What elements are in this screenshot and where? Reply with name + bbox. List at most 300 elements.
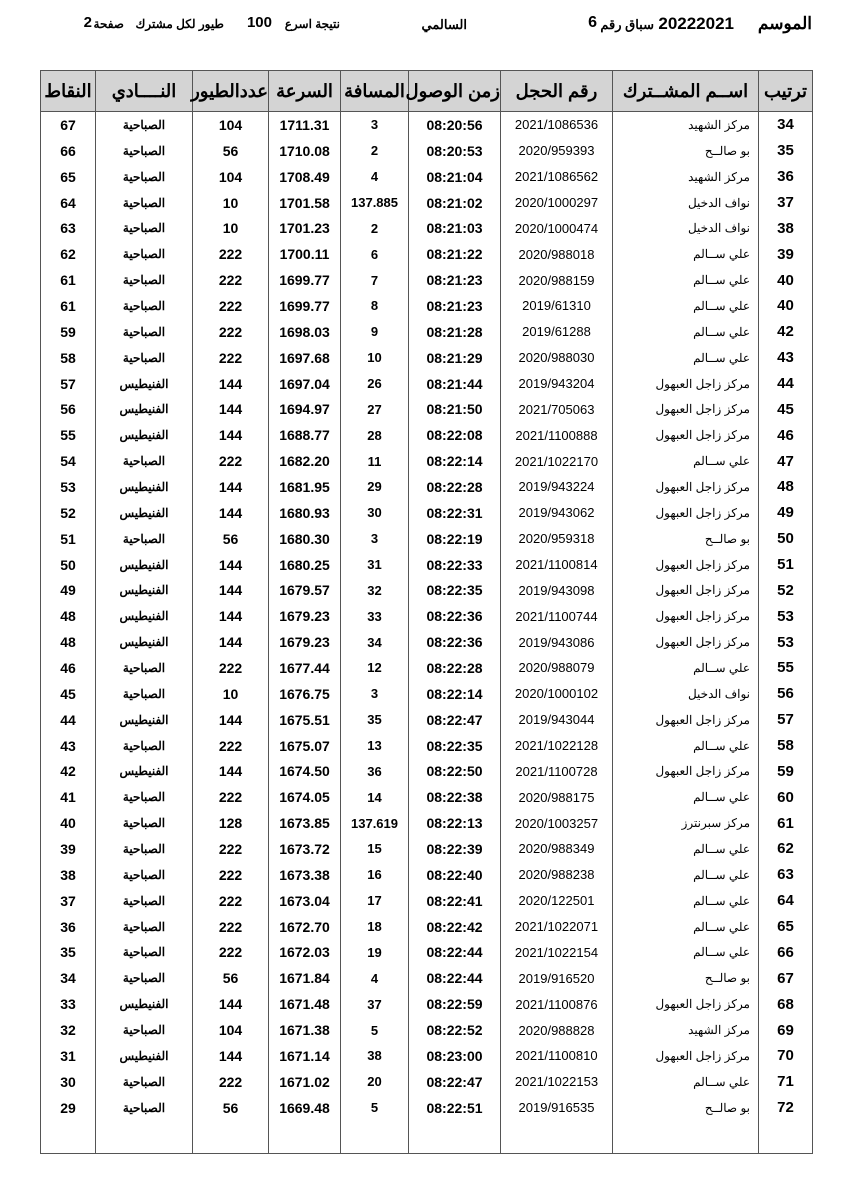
cell-speed: 1699.77 — [269, 267, 341, 293]
table-row — [41, 836, 813, 862]
cell-distance: 34 — [341, 629, 409, 655]
cell-bird-count: 222 — [193, 241, 269, 267]
cell-points: 30 — [41, 1069, 96, 1095]
cell-ring-number: 2020/988030 — [501, 345, 613, 371]
cell-rank: 72 — [759, 1095, 813, 1121]
table-row — [41, 733, 813, 759]
cell-ring-number: 2020/122501 — [501, 888, 613, 914]
table-row — [41, 758, 813, 784]
cell-bird-count: 144 — [193, 603, 269, 629]
cell-bird-count: 10 — [193, 215, 269, 241]
cell-club: الصباحية — [96, 1095, 193, 1121]
cell-speed: 1710.08 — [269, 138, 341, 164]
empty-cell — [501, 1121, 613, 1154]
cell-distance: 3 — [341, 112, 409, 138]
cell-distance: 137.885 — [341, 190, 409, 216]
cell-ring-number: 2021/1100876 — [501, 991, 613, 1017]
cell-arrival-time: 08:22:39 — [409, 836, 501, 862]
table-footer-spacer — [41, 1121, 813, 1154]
empty-cell — [409, 1121, 501, 1154]
cell-member-name: بو صالــح — [613, 965, 759, 991]
cell-distance: 6 — [341, 241, 409, 267]
cell-club: الصباحية — [96, 526, 193, 552]
cell-arrival-time: 08:21:03 — [409, 215, 501, 241]
table-row — [41, 164, 813, 190]
cell-speed: 1701.58 — [269, 190, 341, 216]
cell-rank: 40 — [759, 267, 813, 293]
cell-speed: 1677.44 — [269, 655, 341, 681]
cell-bird-count: 222 — [193, 655, 269, 681]
cell-member-name: علي ســالم — [613, 293, 759, 319]
cell-club: الفنيطيس — [96, 474, 193, 500]
cell-distance: 5 — [341, 1017, 409, 1043]
cell-rank: 37 — [759, 190, 813, 216]
cell-ring-number: 2019/916520 — [501, 965, 613, 991]
cell-speed: 1697.68 — [269, 345, 341, 371]
cell-rank: 39 — [759, 241, 813, 267]
cell-bird-count: 144 — [193, 629, 269, 655]
cell-rank: 62 — [759, 836, 813, 862]
cell-ring-number: 2020/988349 — [501, 836, 613, 862]
cell-distance: 15 — [341, 836, 409, 862]
table-row — [41, 1069, 813, 1095]
report-header — [40, 14, 812, 38]
table-row — [41, 940, 813, 966]
cell-rank: 60 — [759, 784, 813, 810]
cell-arrival-time: 08:21:23 — [409, 293, 501, 319]
cell-distance: 18 — [341, 914, 409, 940]
cell-ring-number: 2019/916535 — [501, 1095, 613, 1121]
table-row — [41, 629, 813, 655]
cell-speed: 1676.75 — [269, 681, 341, 707]
cell-arrival-time: 08:22:47 — [409, 1069, 501, 1095]
cell-rank: 52 — [759, 577, 813, 603]
table-row — [41, 1095, 813, 1121]
cell-club: الفنيطيس — [96, 758, 193, 784]
cell-distance: 2 — [341, 215, 409, 241]
cell-points: 34 — [41, 965, 96, 991]
cell-ring-number: 2021/1022170 — [501, 448, 613, 474]
cell-member-name: مركز زاجل العبهول — [613, 1043, 759, 1069]
cell-club: الفنيطيس — [96, 371, 193, 397]
cell-points: 38 — [41, 862, 96, 888]
cell-distance: 13 — [341, 733, 409, 759]
cell-distance: 3 — [341, 681, 409, 707]
cell-points: 66 — [41, 138, 96, 164]
table-row — [41, 112, 813, 138]
cell-club: الصباحية — [96, 1017, 193, 1043]
cell-ring-number: 2021/1100888 — [501, 422, 613, 448]
cell-arrival-time: 08:22:42 — [409, 914, 501, 940]
cell-rank: 58 — [759, 733, 813, 759]
empty-cell — [96, 1121, 193, 1154]
cell-rank: 38 — [759, 215, 813, 241]
table-row — [41, 500, 813, 526]
cell-member-name: علي ســالم — [613, 888, 759, 914]
column-header-speed: السرعة — [269, 71, 341, 112]
cell-points: 61 — [41, 267, 96, 293]
cell-bird-count: 222 — [193, 836, 269, 862]
cell-club: الصباحية — [96, 138, 193, 164]
cell-rank: 66 — [759, 940, 813, 966]
cell-arrival-time: 08:20:56 — [409, 112, 501, 138]
cell-speed: 1699.77 — [269, 293, 341, 319]
cell-rank: 43 — [759, 345, 813, 371]
cell-speed: 1698.03 — [269, 319, 341, 345]
cell-distance: 26 — [341, 371, 409, 397]
cell-ring-number: 2020/1003257 — [501, 810, 613, 836]
cell-member-name: مركز زاجل العبهول — [613, 371, 759, 397]
cell-member-name: مركز زاجل العبهول — [613, 707, 759, 733]
cell-club: الصباحية — [96, 784, 193, 810]
cell-arrival-time: 08:22:36 — [409, 603, 501, 629]
cell-ring-number: 2021/1100728 — [501, 758, 613, 784]
cell-speed: 1673.04 — [269, 888, 341, 914]
results-table — [40, 70, 813, 1154]
table-row — [41, 448, 813, 474]
cell-arrival-time: 08:21:28 — [409, 319, 501, 345]
cell-member-name: علي ســالم — [613, 862, 759, 888]
cell-points: 39 — [41, 836, 96, 862]
cell-rank: 49 — [759, 500, 813, 526]
cell-club: الفنيطيس — [96, 396, 193, 422]
cell-bird-count: 10 — [193, 190, 269, 216]
cell-distance: 30 — [341, 500, 409, 526]
cell-rank: 47 — [759, 448, 813, 474]
cell-points: 32 — [41, 1017, 96, 1043]
cell-distance: 4 — [341, 965, 409, 991]
cell-ring-number: 2021/1100814 — [501, 552, 613, 578]
cell-rank: 70 — [759, 1043, 813, 1069]
cell-points: 50 — [41, 552, 96, 578]
cell-club: الفنيطيس — [96, 422, 193, 448]
cell-speed: 1688.77 — [269, 422, 341, 448]
cell-distance: 10 — [341, 345, 409, 371]
cell-ring-number: 2021/1022154 — [501, 940, 613, 966]
cell-bird-count: 56 — [193, 965, 269, 991]
cell-rank: 56 — [759, 681, 813, 707]
cell-member-name: مركز سبرنترز — [613, 810, 759, 836]
cell-distance: 9 — [341, 319, 409, 345]
cell-club: الصباحية — [96, 267, 193, 293]
table-row — [41, 138, 813, 164]
cell-club: الفنيطيس — [96, 991, 193, 1017]
cell-rank: 48 — [759, 474, 813, 500]
cell-ring-number: 2020/988018 — [501, 241, 613, 267]
cell-arrival-time: 08:22:41 — [409, 888, 501, 914]
cell-speed: 1675.51 — [269, 707, 341, 733]
cell-points: 64 — [41, 190, 96, 216]
cell-points: 35 — [41, 940, 96, 966]
cell-arrival-time: 08:22:35 — [409, 577, 501, 603]
cell-distance: 2 — [341, 138, 409, 164]
cell-rank: 53 — [759, 629, 813, 655]
cell-speed: 1700.11 — [269, 241, 341, 267]
cell-club: الصباحية — [96, 164, 193, 190]
cell-club: الفنيطيس — [96, 577, 193, 603]
cell-member-name: مركز زاجل العبهول — [613, 422, 759, 448]
cell-bird-count: 222 — [193, 914, 269, 940]
cell-points: 59 — [41, 319, 96, 345]
cell-club: الصباحية — [96, 940, 193, 966]
cell-arrival-time: 08:21:44 — [409, 371, 501, 397]
cell-bird-count: 144 — [193, 707, 269, 733]
cell-distance: 4 — [341, 164, 409, 190]
cell-club: الصباحية — [96, 112, 193, 138]
cell-points: 54 — [41, 448, 96, 474]
table-row — [41, 396, 813, 422]
table-row — [41, 241, 813, 267]
cell-ring-number: 2020/1000297 — [501, 190, 613, 216]
cell-distance: 7 — [341, 267, 409, 293]
cell-points: 58 — [41, 345, 96, 371]
cell-ring-number: 2020/988175 — [501, 784, 613, 810]
cell-bird-count: 10 — [193, 681, 269, 707]
cell-bird-count: 144 — [193, 1043, 269, 1069]
cell-member-name: علي ســالم — [613, 784, 759, 810]
cell-points: 41 — [41, 784, 96, 810]
cell-club: الفنيطيس — [96, 1043, 193, 1069]
cell-arrival-time: 08:21:50 — [409, 396, 501, 422]
cell-ring-number: 2020/1000474 — [501, 215, 613, 241]
cell-member-name: مركز زاجل العبهول — [613, 552, 759, 578]
cell-member-name: علي ســالم — [613, 836, 759, 862]
cell-rank: 64 — [759, 888, 813, 914]
cell-ring-number: 2020/959393 — [501, 138, 613, 164]
cell-distance: 19 — [341, 940, 409, 966]
cell-points: 62 — [41, 241, 96, 267]
column-header-distance: المسافة — [341, 71, 409, 112]
cell-bird-count: 222 — [193, 267, 269, 293]
cell-club: الصباحية — [96, 319, 193, 345]
cell-ring-number: 2020/959318 — [501, 526, 613, 552]
cell-speed: 1679.23 — [269, 603, 341, 629]
cell-speed: 1680.25 — [269, 552, 341, 578]
empty-cell — [193, 1121, 269, 1154]
table-body — [41, 112, 813, 1154]
cell-member-name: نواف الدخيل — [613, 681, 759, 707]
cell-arrival-time: 08:22:28 — [409, 655, 501, 681]
cell-member-name: علي ســالم — [613, 733, 759, 759]
cell-member-name: علي ســالم — [613, 1069, 759, 1095]
cell-speed: 1671.14 — [269, 1043, 341, 1069]
empty-cell — [759, 1121, 813, 1154]
cell-arrival-time: 08:21:29 — [409, 345, 501, 371]
cell-speed: 1669.48 — [269, 1095, 341, 1121]
cell-member-name: بو صالــح — [613, 526, 759, 552]
cell-distance: 35 — [341, 707, 409, 733]
cell-club: الصباحية — [96, 681, 193, 707]
cell-ring-number: 2019/61288 — [501, 319, 613, 345]
cell-distance: 37 — [341, 991, 409, 1017]
cell-speed: 1680.30 — [269, 526, 341, 552]
cell-arrival-time: 08:21:23 — [409, 267, 501, 293]
table-row — [41, 655, 813, 681]
cell-ring-number: 2019/943098 — [501, 577, 613, 603]
column-header-rank: ترتيب — [759, 71, 813, 112]
cell-ring-number: 2021/1100810 — [501, 1043, 613, 1069]
cell-bird-count: 56 — [193, 526, 269, 552]
table-row — [41, 1043, 813, 1069]
cell-speed: 1672.70 — [269, 914, 341, 940]
cell-arrival-time: 08:22:51 — [409, 1095, 501, 1121]
cell-member-name: مركز زاجل العبهول — [613, 603, 759, 629]
cell-points: 57 — [41, 371, 96, 397]
cell-speed: 1694.97 — [269, 396, 341, 422]
cell-speed: 1673.85 — [269, 810, 341, 836]
table-row — [41, 914, 813, 940]
cell-points: 37 — [41, 888, 96, 914]
cell-ring-number: 2019/943044 — [501, 707, 613, 733]
cell-arrival-time: 08:22:19 — [409, 526, 501, 552]
cell-member-name: مركز الشهيد — [613, 164, 759, 190]
table-row — [41, 965, 813, 991]
per-member-label: طيور لكل مشترك — [135, 17, 224, 31]
column-header-bird-count: عددالطيور — [193, 71, 269, 112]
cell-bird-count: 56 — [193, 1095, 269, 1121]
cell-arrival-time: 08:21:02 — [409, 190, 501, 216]
cell-speed: 1711.31 — [269, 112, 341, 138]
cell-distance: 16 — [341, 862, 409, 888]
cell-rank: 55 — [759, 655, 813, 681]
cell-ring-number: 2020/988079 — [501, 655, 613, 681]
cell-bird-count: 144 — [193, 577, 269, 603]
cell-distance: 137.619 — [341, 810, 409, 836]
cell-member-name: نواف الدخيل — [613, 215, 759, 241]
cell-member-name: مركز زاجل العبهول — [613, 474, 759, 500]
race-number: 6 — [588, 14, 597, 31]
cell-member-name: علي ســالم — [613, 940, 759, 966]
cell-member-name: مركز زاجل العبهول — [613, 577, 759, 603]
cell-ring-number: 2019/943086 — [501, 629, 613, 655]
cell-rank: 59 — [759, 758, 813, 784]
cell-distance: 28 — [341, 422, 409, 448]
cell-club: الصباحية — [96, 215, 193, 241]
cell-distance: 29 — [341, 474, 409, 500]
race-label: سباق رقم — [600, 17, 654, 32]
cell-ring-number: 2020/1000102 — [501, 681, 613, 707]
cell-points: 53 — [41, 474, 96, 500]
cell-points: 56 — [41, 396, 96, 422]
table-row — [41, 267, 813, 293]
cell-points: 42 — [41, 758, 96, 784]
cell-club: الصباحية — [96, 862, 193, 888]
cell-rank: 68 — [759, 991, 813, 1017]
cell-club: الفنيطيس — [96, 603, 193, 629]
cell-distance: 36 — [341, 758, 409, 784]
cell-distance: 27 — [341, 396, 409, 422]
table-header-row — [41, 71, 813, 112]
cell-member-name: مركز زاجل العبهول — [613, 991, 759, 1017]
cell-distance: 14 — [341, 784, 409, 810]
cell-arrival-time: 08:22:44 — [409, 965, 501, 991]
cell-rank: 34 — [759, 112, 813, 138]
table-row — [41, 707, 813, 733]
cell-bird-count: 222 — [193, 733, 269, 759]
cell-arrival-time: 08:22:08 — [409, 422, 501, 448]
cell-speed: 1673.72 — [269, 836, 341, 862]
cell-points: 63 — [41, 215, 96, 241]
cell-member-name: علي ســالم — [613, 267, 759, 293]
cell-bird-count: 144 — [193, 422, 269, 448]
cell-speed: 1697.04 — [269, 371, 341, 397]
cell-points: 55 — [41, 422, 96, 448]
cell-arrival-time: 08:22:28 — [409, 474, 501, 500]
cell-points: 65 — [41, 164, 96, 190]
cell-rank: 65 — [759, 914, 813, 940]
empty-cell — [269, 1121, 341, 1154]
cell-ring-number: 2021/1022071 — [501, 914, 613, 940]
cell-club: الفنيطيس — [96, 707, 193, 733]
cell-arrival-time: 08:22:36 — [409, 629, 501, 655]
cell-ring-number: 2021/1086562 — [501, 164, 613, 190]
cell-bird-count: 144 — [193, 991, 269, 1017]
cell-ring-number: 2021/1022153 — [501, 1069, 613, 1095]
cell-rank: 36 — [759, 164, 813, 190]
cell-club: الصباحية — [96, 655, 193, 681]
cell-bird-count: 144 — [193, 552, 269, 578]
cell-bird-count: 144 — [193, 474, 269, 500]
cell-points: 40 — [41, 810, 96, 836]
cell-bird-count: 104 — [193, 1017, 269, 1043]
cell-rank: 63 — [759, 862, 813, 888]
cell-arrival-time: 08:20:53 — [409, 138, 501, 164]
cell-ring-number: 2020/988238 — [501, 862, 613, 888]
table-row — [41, 345, 813, 371]
table-row — [41, 474, 813, 500]
cell-speed: 1675.07 — [269, 733, 341, 759]
table-row — [41, 577, 813, 603]
table-row — [41, 215, 813, 241]
cell-arrival-time: 08:22:40 — [409, 862, 501, 888]
cell-speed: 1674.05 — [269, 784, 341, 810]
cell-speed: 1708.49 — [269, 164, 341, 190]
cell-club: الفنيطيس — [96, 629, 193, 655]
cell-member-name: مركز زاجل العبهول — [613, 396, 759, 422]
cell-club: الصباحية — [96, 810, 193, 836]
cell-distance: 5 — [341, 1095, 409, 1121]
column-header-points: النقاط — [41, 71, 96, 112]
cell-rank: 61 — [759, 810, 813, 836]
cell-bird-count: 56 — [193, 138, 269, 164]
cell-club: الصباحية — [96, 888, 193, 914]
cell-distance: 33 — [341, 603, 409, 629]
race-location: السالمي — [421, 17, 467, 32]
cell-club: الصباحية — [96, 293, 193, 319]
cell-arrival-time: 08:22:52 — [409, 1017, 501, 1043]
result-label: نتيجة اسرع — [284, 17, 340, 31]
cell-speed: 1680.93 — [269, 500, 341, 526]
cell-distance: 8 — [341, 293, 409, 319]
empty-cell — [341, 1121, 409, 1154]
fastest-count: 100 — [246, 14, 272, 31]
table-row — [41, 862, 813, 888]
cell-points: 48 — [41, 603, 96, 629]
cell-arrival-time: 08:22:47 — [409, 707, 501, 733]
cell-member-name: علي ســالم — [613, 914, 759, 940]
cell-ring-number: 2021/1022128 — [501, 733, 613, 759]
table-row — [41, 784, 813, 810]
cell-points: 52 — [41, 500, 96, 526]
cell-points: 45 — [41, 681, 96, 707]
cell-bird-count: 222 — [193, 784, 269, 810]
table-row — [41, 1017, 813, 1043]
cell-distance: 32 — [341, 577, 409, 603]
cell-member-name: مركز زاجل العبهول — [613, 629, 759, 655]
cell-speed: 1681.95 — [269, 474, 341, 500]
cell-bird-count: 104 — [193, 164, 269, 190]
table-row — [41, 371, 813, 397]
